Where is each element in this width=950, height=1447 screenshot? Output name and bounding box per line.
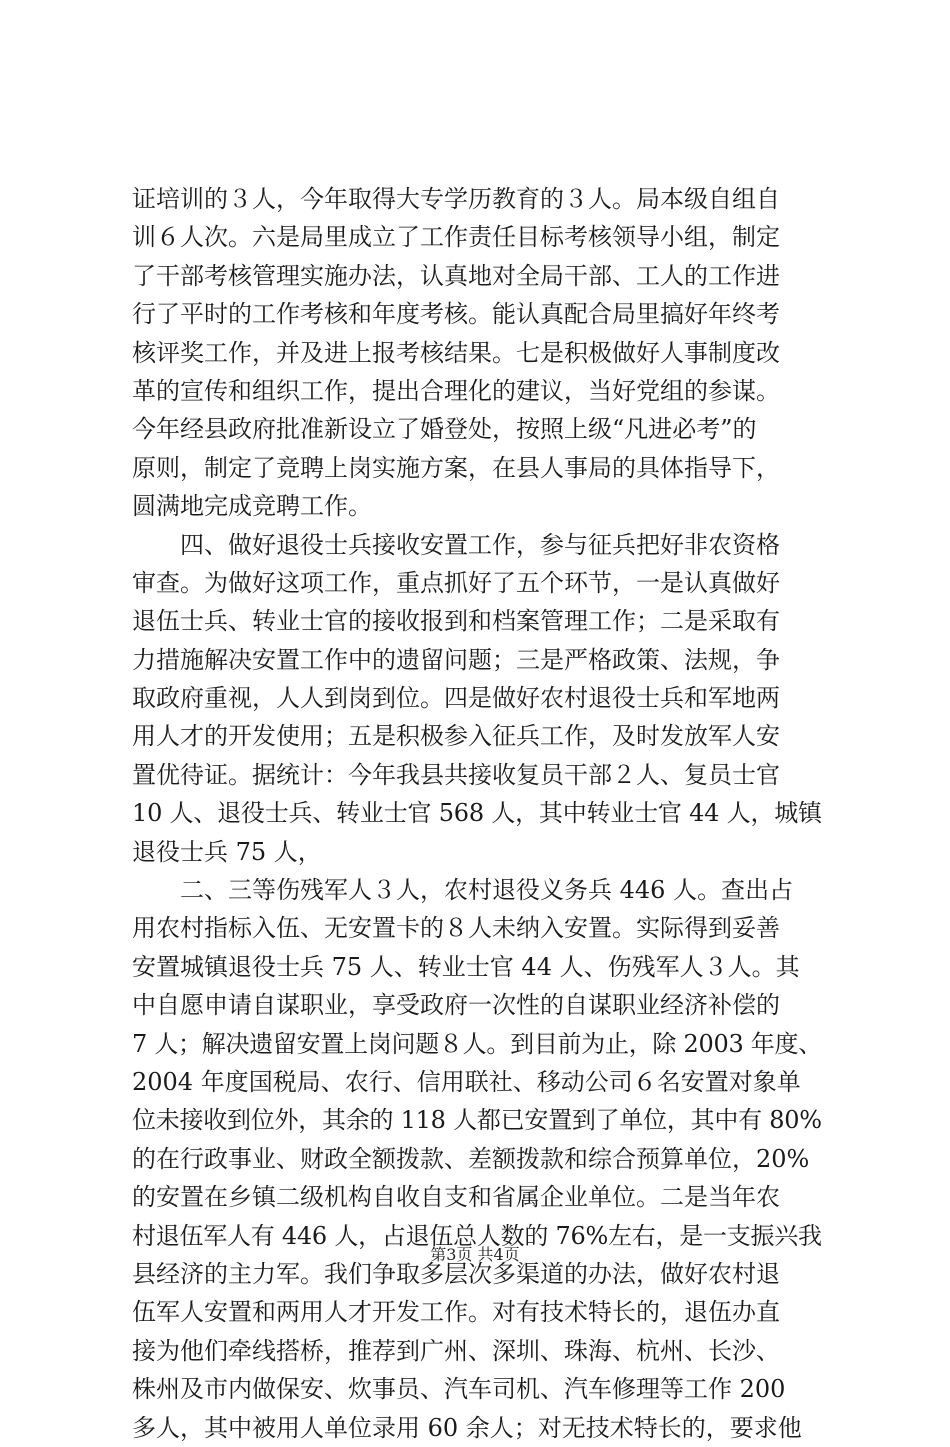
text-line: 的在行政事业、财政全额拨款、差额拨款和综合预算单位，20%	[132, 1144, 810, 1173]
text-line: 证培训的３人，今年取得大专学历教育的３人。局本级自组自	[132, 185, 780, 213]
text-line: 用人才的开发使用；五是积极参入征兵工作，及时发放军人安	[132, 722, 780, 751]
text-line: 行了平时的工作考核和年度考核。能认真配合局里搞好年终考	[132, 300, 780, 329]
text-line: 位未接收到位外，其余的 118 人都已安置到了单位，其中有 80%	[132, 1106, 822, 1135]
text-line: 株州及市内做保安、炊事员、汽车司机、汽车修理等工作 200	[132, 1375, 786, 1404]
text-line: 二、三等伤残军人３人，农村退役义务兵 446 人。查出占	[132, 876, 794, 905]
text-line: 了干部考核管理实施办法，认真地对全局干部、工人的工作进	[132, 261, 780, 290]
text-line: 核评奖工作，并及进上报考核结果。七是积极做好人事制度改	[132, 338, 780, 367]
text-line: 置优待证。据统计：今年我县共接收复员干部２人、复员士官	[132, 760, 780, 789]
text-line: 今年经县政府批准新设立了婚登处，按照上级“凡进必考”的	[132, 415, 757, 444]
text-line: 圆满地完成竞聘工作。	[132, 492, 372, 521]
text-line: 力措施解决安置工作中的遗留问题；三是严格政策、法规，争	[132, 645, 780, 674]
text-line: 用农村指标入伍、无安置卡的８人未纳入安置。实际得到妥善	[132, 914, 780, 943]
text-line: 7 人；解决遗留安置上岗问题８人。到目前为止，除 2003 年度、	[132, 1029, 822, 1058]
text-line: 的安置在乡镇二级机构自收自支和省属企业单位。二是当年农	[132, 1183, 780, 1212]
text-line: 伍军人安置和两用人才开发工作。对有技术特长的，退伍办直	[132, 1298, 780, 1327]
text-line: 审查。为做好这项工作，重点抓好了五个环节，一是认真做好	[132, 568, 780, 597]
text-line: 10 人、退役士兵、转业士官 568 人，其中转业士官 44 人，城镇	[132, 799, 822, 828]
text-line: 革的宣传和组织工作，提出合理化的建议，当好党组的参谋。	[132, 376, 780, 405]
text-line: 训６人次。六是局里成立了工作责任目标考核领导小组，制定	[132, 223, 780, 252]
text-line: 2004 年度国税局、农行、信用联社、移动公司６名安置对象单	[132, 1067, 801, 1096]
text-line: 原则，制定了竞聘上岗实施方案，在县人事局的具体指导下，	[132, 453, 780, 482]
text-line: 村退伍军人有 446 人，占退伍总人数的 76%左右，是一支振兴我	[132, 1221, 822, 1250]
page-footer: 第3页 共4页	[430, 1245, 520, 1264]
text-line: 四、做好退役士兵接收安置工作，参与征兵把好非农资格	[132, 530, 780, 559]
text-line: 安置城镇退役士兵 75 人、转业士官 44 人、伤残军人３人。其	[132, 952, 800, 981]
text-line: 退役士兵 75 人，	[132, 837, 322, 866]
text-line: 接为他们牵线搭桥，推荐到广州、深圳、珠海、杭州、长沙、	[132, 1336, 780, 1365]
text-line: 中自愿申请自谋职业，享受政府一次性的自谋职业经济补偿的	[132, 991, 780, 1020]
text-line: 取政府重视，人人到岗到位。四是做好农村退役士兵和军地两	[132, 684, 780, 713]
text-line: 县经济的主力军。我们争取多层次多渠道的办法，做好农村退	[132, 1259, 780, 1288]
text-line: 退伍士兵、转业士官的接收报到和档案管理工作；二是采取有	[132, 607, 780, 636]
text-line: 多人，其中被用人单位录用 60 余人；对无技术特长的，要求他	[132, 1413, 802, 1442]
